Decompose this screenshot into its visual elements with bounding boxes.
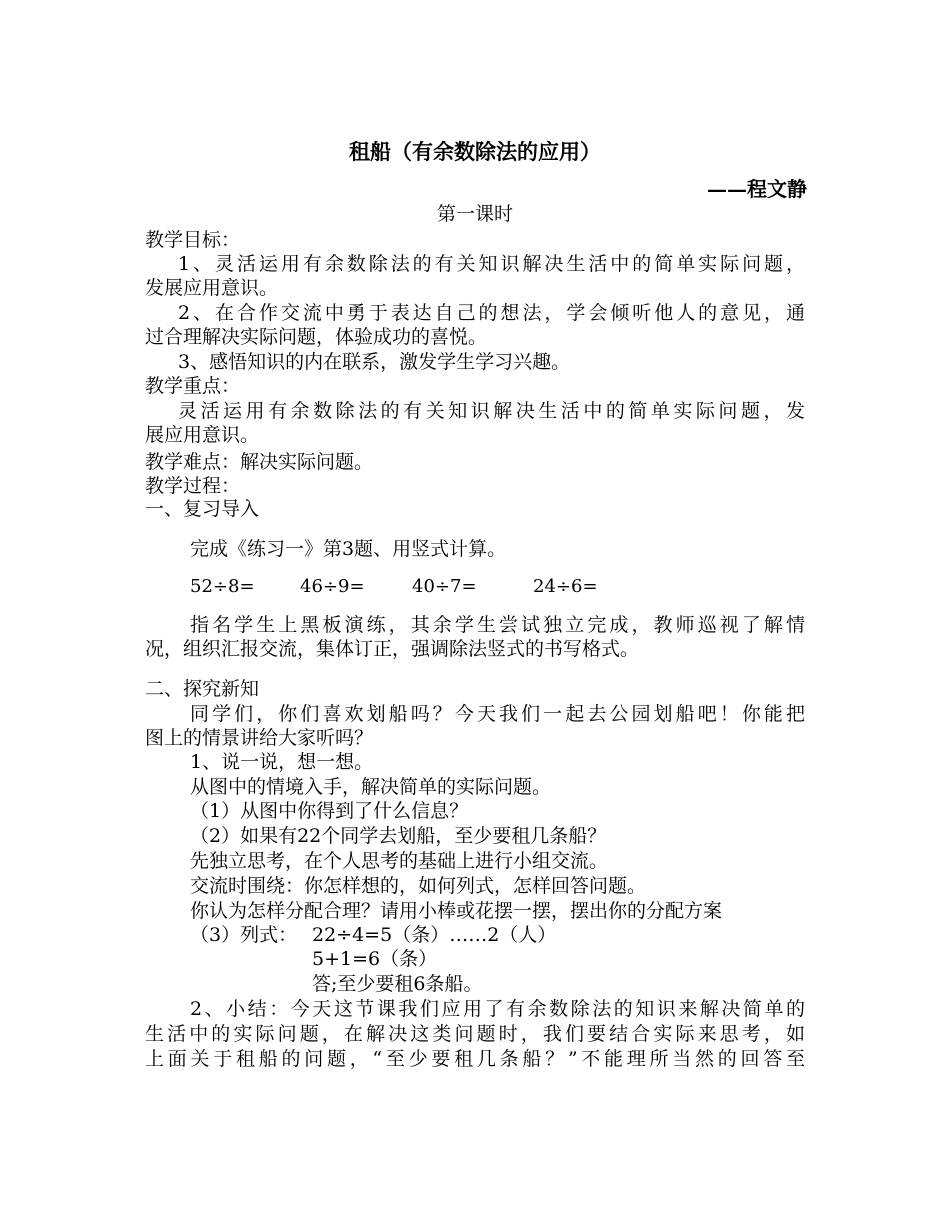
objectives-heading: 教学目标： <box>145 229 241 251</box>
step-1-description: 从图中的情境入手，解决简单的实际问题。 <box>190 776 552 798</box>
key-point-line-2: 展应用意识。 <box>145 424 260 446</box>
difficulty-line: 教学难点：解决实际问题。 <box>145 451 374 473</box>
board-practice-line-1: 指名学生上黑板演练，其余学生尝试独立完成，教师巡视了解情 <box>190 614 805 636</box>
summary-line-3: 上面关于租船的问题，“至少要租几条船？”不能理所当然的回答至 <box>145 1048 805 1070</box>
key-point-heading: 教学重点： <box>145 375 241 397</box>
intro-line-2: 图上的情景讲给大家听吗？ <box>145 727 374 749</box>
question-3-label: （3）列式： <box>190 924 298 946</box>
objective-2-line-2: 过合理解决实际问题，体验成功的喜悦。 <box>145 326 488 348</box>
calc-item-4: 24÷6= <box>533 576 598 597</box>
question-2: （2）如果有22个同学去划船，至少要租几条船？ <box>190 825 607 847</box>
equation-2: 5+1=6（条） <box>312 948 438 970</box>
author-name: ——程文静 <box>707 177 807 201</box>
objective-2-line-1: 2、在合作交流中勇于表达自己的想法，学会倾听他人的意见，通 <box>178 302 805 324</box>
discussion-guide: 交流时围绕：你怎样想的，如何列式，怎样回答问题。 <box>190 875 647 897</box>
objective-1-line-1: 1、灵活运用有余数除法的有关知识解决生活中的简单实际问题， <box>178 253 805 275</box>
answer-line: 答;至少要租6条船。 <box>312 973 483 995</box>
key-point-line-1: 灵活运用有余数除法的有关知识解决生活中的简单实际问题，发 <box>178 400 805 422</box>
independent-thinking: 先独立思考，在个人思考的基础上进行小组交流。 <box>190 850 609 872</box>
calc-item-2: 46÷9= <box>300 576 365 597</box>
intro-line-1: 同学们，你们喜欢划船吗？今天我们一起去公园划船吧！你能把 <box>190 703 805 725</box>
document-title: 租船（有余数除法的应用） <box>349 139 601 164</box>
section-2-heading: 二、探究新知 <box>145 678 260 700</box>
objective-3: 3、感悟知识的内在联系，激发学生学习兴趣。 <box>178 351 571 373</box>
summary-line-1: 2、小结：今天这节课我们应用了有余数除法的知识来解决简单的 <box>190 998 805 1020</box>
step-1-heading: 1、说一说，想一想。 <box>190 751 374 773</box>
section-1-heading: 一、复习导入 <box>145 498 260 520</box>
question-1: （1）从图中你得到了什么信息？ <box>190 800 469 822</box>
lesson-label: 第一课时 <box>436 203 513 225</box>
board-practice-line-2: 况，组织汇报交流，集体订正，强调除法竖式的书写格式。 <box>145 638 640 660</box>
summary-line-2: 生活中的实际问题，在解决这类问题时，我们要结合实际来思考，如 <box>145 1023 805 1045</box>
equation-1: 22÷4=5（条）……2（人） <box>312 924 557 946</box>
calc-item-3: 40÷7= <box>412 576 477 597</box>
objective-1-line-2: 发展应用意识。 <box>145 277 279 299</box>
calc-item-1: 52÷8= <box>190 576 255 597</box>
arrangement-prompt: 你认为怎样分配合理？请用小棒或花摆一摆，摆出你的分配方案 <box>190 900 723 922</box>
process-heading: 教学过程： <box>145 475 241 497</box>
review-task: 完成《练习一》第3题、用竖式计算。 <box>190 538 507 560</box>
